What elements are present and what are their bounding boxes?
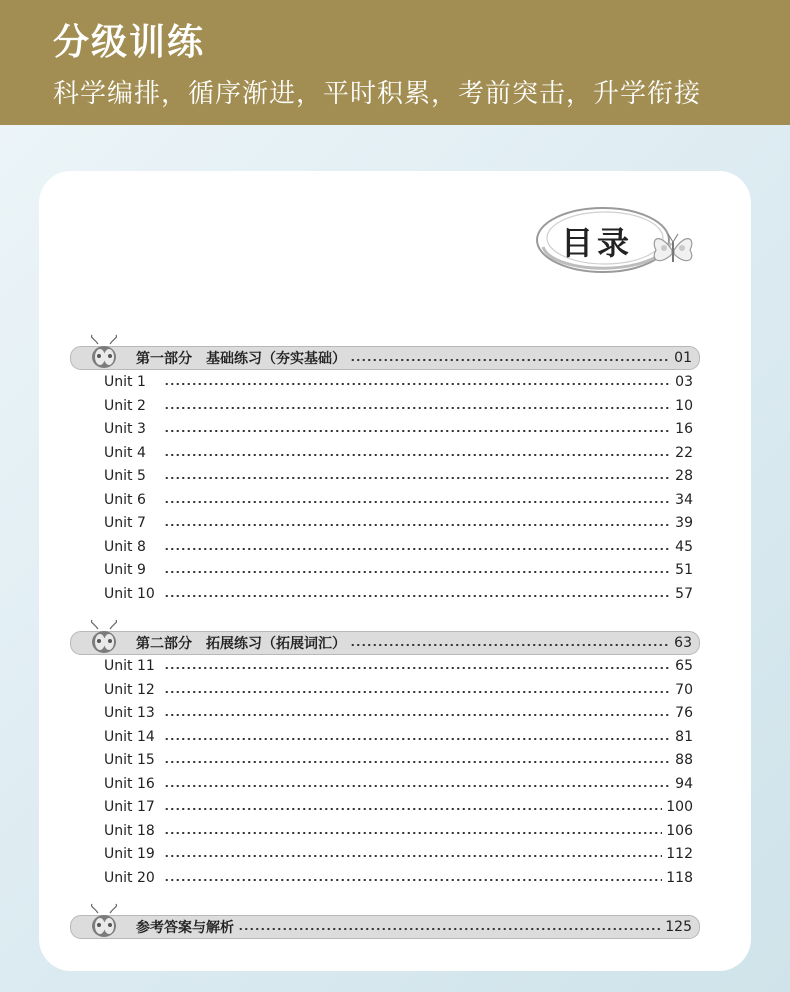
unit-label: Unit 6: [104, 492, 146, 508]
dot-leader: [164, 667, 671, 669]
toc-entry[interactable]: [104, 465, 693, 487]
dot-leader: [164, 477, 671, 479]
unit-label: Unit 18: [104, 823, 155, 839]
toc-entry[interactable]: [104, 820, 693, 842]
toc-entry[interactable]: [104, 583, 693, 605]
dot-leader: [164, 855, 662, 857]
page-number: 22: [675, 445, 693, 461]
page-number: 100: [666, 799, 693, 815]
dot-leader: [238, 928, 661, 930]
page-number: 112: [666, 846, 693, 862]
unit-label: Unit 19: [104, 846, 155, 862]
toc-section-row[interactable]: [136, 632, 692, 654]
toc-entry[interactable]: [104, 843, 693, 865]
page-number: 03: [675, 374, 693, 390]
unit-label: Unit 15: [104, 752, 155, 768]
unit-label: Unit 5: [104, 468, 146, 484]
page-number: 106: [666, 823, 693, 839]
page-number: 51: [675, 562, 693, 578]
toc-entry[interactable]: [104, 371, 693, 393]
ladybug-icon: [88, 334, 124, 370]
toc-entry[interactable]: [104, 655, 693, 677]
page-number: 10: [675, 398, 693, 414]
unit-label: Unit 1: [104, 374, 146, 390]
page-number: 94: [675, 776, 693, 792]
toc-section-row[interactable]: [136, 916, 692, 938]
unit-label: Unit 13: [104, 705, 155, 721]
toc-entry[interactable]: [104, 512, 693, 534]
dot-leader: [164, 808, 662, 810]
unit-label: Unit 10: [104, 586, 155, 602]
section-title: 参考答案与解析: [136, 920, 234, 936]
dot-leader: [164, 407, 671, 409]
dot-leader: [164, 454, 671, 456]
page-number: 125: [665, 919, 692, 935]
page-number: 88: [675, 752, 693, 768]
unit-label: Unit 4: [104, 445, 146, 461]
butterfly-icon: [650, 228, 696, 272]
header-banner: [0, 0, 790, 125]
toc-entry[interactable]: [104, 796, 693, 818]
ladybug-icon: [88, 619, 124, 655]
page-number: 34: [675, 492, 693, 508]
series-title: 分级训练: [53, 22, 206, 63]
section-title: 第一部分 基础练习（夯实基础）: [136, 351, 346, 367]
dot-leader: [164, 571, 671, 573]
toc-entry[interactable]: [104, 442, 693, 464]
toc-section-row[interactable]: [136, 347, 692, 369]
page-number: 118: [666, 870, 693, 886]
toc-entry[interactable]: [104, 489, 693, 511]
dot-leader: [164, 761, 671, 763]
unit-label: Unit 11: [104, 658, 155, 674]
toc-heading: 目录: [561, 224, 634, 262]
page-number: 45: [675, 539, 693, 555]
toc-entry[interactable]: [104, 679, 693, 701]
unit-label: Unit 8: [104, 539, 146, 555]
unit-label: Unit 20: [104, 870, 155, 886]
dot-leader: [164, 714, 671, 716]
unit-label: Unit 7: [104, 515, 146, 531]
toc-entry[interactable]: [104, 559, 693, 581]
dot-leader: [350, 359, 670, 361]
page-number: 57: [675, 586, 693, 602]
page-number: 81: [675, 729, 693, 745]
dot-leader: [164, 691, 671, 693]
unit-label: Unit 3: [104, 421, 146, 437]
toc-entry[interactable]: [104, 418, 693, 440]
toc-entry[interactable]: [104, 702, 693, 724]
unit-label: Unit 2: [104, 398, 146, 414]
toc-entry[interactable]: [104, 726, 693, 748]
section-title: 第二部分 拓展练习（拓展词汇）: [136, 636, 346, 652]
dot-leader: [164, 879, 662, 881]
toc-entry[interactable]: [104, 749, 693, 771]
toc-entry[interactable]: [104, 395, 693, 417]
dot-leader: [164, 595, 671, 597]
page-number: 01: [674, 350, 692, 366]
unit-label: Unit 14: [104, 729, 155, 745]
unit-label: Unit 12: [104, 682, 155, 698]
page-number: 76: [675, 705, 693, 721]
dot-leader: [164, 785, 671, 787]
unit-label: Unit 9: [104, 562, 146, 578]
dot-leader: [164, 383, 671, 385]
dot-leader: [164, 832, 662, 834]
series-subtitle: 科学编排，循序渐进，平时积累，考前突击，升学衔接: [53, 79, 702, 109]
page-number: 28: [675, 468, 693, 484]
page-number: 16: [675, 421, 693, 437]
toc-entry[interactable]: [104, 773, 693, 795]
toc-entry[interactable]: [104, 536, 693, 558]
unit-label: Unit 17: [104, 799, 155, 815]
dot-leader: [164, 501, 671, 503]
page-number: 70: [675, 682, 693, 698]
page-number: 65: [675, 658, 693, 674]
dot-leader: [350, 644, 670, 646]
dot-leader: [164, 524, 671, 526]
dot-leader: [164, 548, 671, 550]
dot-leader: [164, 738, 671, 740]
ladybug-icon: [88, 903, 124, 939]
unit-label: Unit 16: [104, 776, 155, 792]
toc-entry[interactable]: [104, 867, 693, 889]
page-number: 63: [674, 635, 692, 651]
page-number: 39: [675, 515, 693, 531]
dot-leader: [164, 430, 671, 432]
